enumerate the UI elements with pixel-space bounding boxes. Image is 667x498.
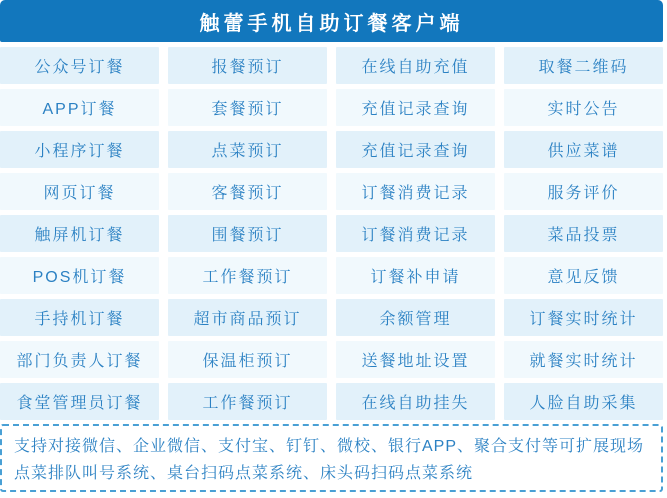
feature-cell: 工作餐预订: [168, 257, 327, 294]
feature-cell: 网页订餐: [0, 173, 159, 210]
feature-cell: 报餐预订: [168, 47, 327, 84]
feature-cell: 部门负责人订餐: [0, 341, 159, 378]
feature-cell: 订餐补申请: [336, 257, 495, 294]
feature-cell: 人脸自助采集: [504, 383, 663, 420]
feature-cell: 订餐消费记录: [336, 215, 495, 252]
feature-cell: 小程序订餐: [0, 131, 159, 168]
feature-cell: 套餐预订: [168, 89, 327, 126]
feature-cell: 客餐预订: [168, 173, 327, 210]
footer-note: 支持对接微信、企业微信、支付宝、钉钉、微校、银行APP、聚合支付等可扩展现场点菜排队叫号系统、桌台扫码点菜系统、床头码扫码点菜系统: [14, 438, 645, 482]
feature-cell: 保温柜预订: [168, 341, 327, 378]
feature-cell: 围餐预订: [168, 215, 327, 252]
feature-grid: [0, 47, 663, 420]
feature-cell: 服务评价: [504, 173, 663, 210]
feature-cell: 充值记录查询: [336, 89, 495, 126]
feature-cell: 在线自助充值: [336, 47, 495, 84]
feature-cell: POS机订餐: [0, 257, 159, 294]
feature-cell: 手持机订餐: [0, 299, 159, 336]
feature-cell: 订餐消费记录: [336, 173, 495, 210]
feature-cell: 取餐二维码: [504, 47, 663, 84]
feature-cell: 余额管理: [336, 299, 495, 336]
feature-cell: 在线自助挂失: [336, 383, 495, 420]
feature-cell: APP订餐: [0, 89, 159, 126]
feature-cell: 菜品投票: [504, 215, 663, 252]
feature-cell: 订餐实时统计: [504, 299, 663, 336]
feature-cell: 点菜预订: [168, 131, 327, 168]
feature-cell: 公众号订餐: [0, 47, 159, 84]
feature-cell: 实时公告: [504, 89, 663, 126]
feature-cell: 食堂管理员订餐: [0, 383, 159, 420]
feature-cell: 供应菜谱: [504, 131, 663, 168]
feature-cell: 意见反馈: [504, 257, 663, 294]
feature-cell: 充值记录查询: [336, 131, 495, 168]
page-title: 触蕾手机自助订餐客户端: [199, 12, 464, 35]
feature-cell: 工作餐预订: [168, 383, 327, 420]
feature-cell: 送餐地址设置: [336, 341, 495, 378]
footer-note-box: [0, 424, 663, 492]
header-bar: [0, 0, 663, 42]
feature-cell: 就餐实时统计: [504, 341, 663, 378]
feature-cell: 触屏机订餐: [0, 215, 159, 252]
feature-cell: 超市商品预订: [168, 299, 327, 336]
